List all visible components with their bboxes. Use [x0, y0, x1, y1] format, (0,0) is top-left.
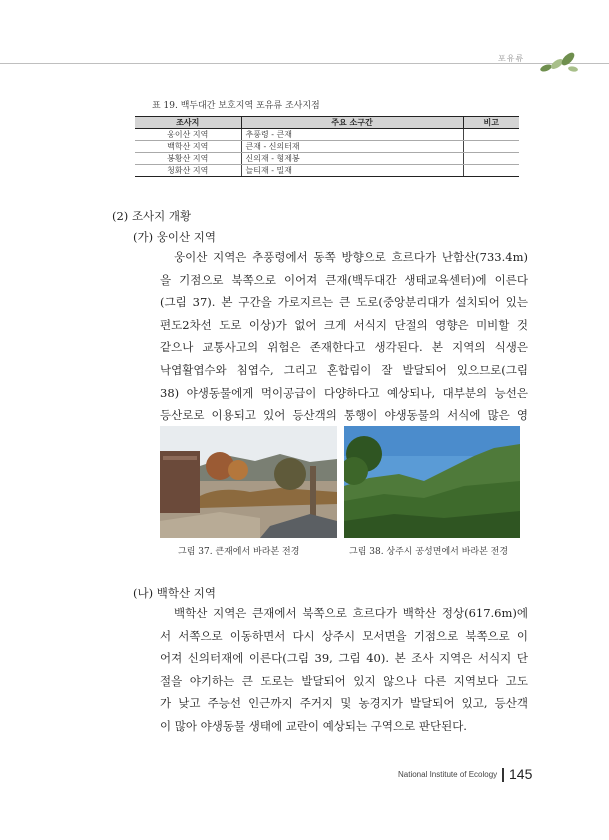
footer-institute: National Institute of Ecology — [398, 770, 498, 779]
paragraph-line: 서 서쪽으로 이동하면서 다시 상주시 모서면을 기점으로 북쪽으로 이 — [160, 628, 528, 643]
subsection-heading-a: (가) 웅이산 지역 — [133, 230, 216, 244]
table-row — [135, 141, 519, 153]
table-row — [135, 129, 519, 141]
paragraph-line: 백학산 지역은 큰재에서 북쪽으로 흐르다가 백학산 정상(617.6m)에 — [174, 606, 528, 620]
table-cell: 추풍령 - 큰재 — [241, 129, 463, 141]
paragraph-line: 절을 야기하는 큰 도로는 발달되어 있지 않으나 다른 지역보다 고도 — [160, 673, 528, 688]
paragraph-line: 가 낮고 주능선 인근까지 주거지 및 농경지가 발달되어 있고, 등산객 — [160, 696, 528, 711]
table-header-site: 조사지 — [135, 117, 241, 129]
table-cell: 청화산 지역 — [135, 165, 241, 177]
table-cell: 신의재 - 형제봉 — [241, 153, 463, 165]
paragraph-line: 같으나 교통사고의 위험은 존재한다고 생각된다. 본 지역의 식생은 — [160, 340, 528, 355]
photo-gongseong-view — [344, 426, 520, 538]
section-tag: 포유류 — [498, 54, 525, 63]
section-heading: (2) 조사지 개황 — [112, 209, 192, 223]
paragraph-line: 38) 야생동물에게 먹이공급이 다양하다고 예상되나, 대부분의 능선은 — [160, 385, 528, 400]
table-cell — [463, 153, 519, 165]
page-number: 145 — [509, 766, 533, 782]
paragraph-line: 낙엽활엽수와 침엽수, 그리고 혼합림이 잘 발달되어 있으므로(그림 — [160, 363, 528, 377]
paragraph-line: 이 많아 야생동물 생태에 교란이 예상되는 구역으로 판단된다. — [160, 719, 467, 733]
figure-caption-37: 그림 37. 큰재에서 바라본 전경 — [178, 547, 300, 557]
table-cell: 백학산 지역 — [135, 141, 241, 153]
paragraph-line: 어져 신의터재에 이른다(그림 39, 그림 40). 본 조사 지역은 서식지 단 — [160, 651, 528, 666]
table-cell: 봉황산 지역 — [135, 153, 241, 165]
table-header-note: 비고 — [463, 117, 519, 129]
paragraph-line: 등산로로 이용되고 있어 등산객의 통행이 야생동물의 서식에 많은 영 — [160, 408, 528, 423]
table-header-segment: 주요 소구간 — [241, 117, 463, 129]
photo-keunjae-view — [160, 426, 337, 538]
paragraph-line: 편도2차선 도로 이상)가 없어 크게 서식지 단절의 영향은 미비할 것 — [160, 317, 528, 332]
paragraph-line: 을 기점으로 북쪽으로 이어져 큰재(백두대간 생태교육센터)에 이른다 — [160, 272, 528, 287]
survey-table — [135, 116, 519, 177]
paragraph-line: (그림 37). 본 구간을 가로지르는 큰 도로(중앙분리대가 설치되어 있는 — [160, 295, 528, 310]
table-cell: 큰재 - 신의터재 — [241, 141, 463, 153]
table-cell — [463, 141, 519, 153]
table-cell — [463, 129, 519, 141]
table-row — [135, 153, 519, 165]
leaf-ornament-icon — [537, 50, 581, 76]
paragraph-line: 웅이산 지역은 추풍령에서 동쪽 방향으로 흐르다가 난함산(733.4m) — [174, 250, 528, 264]
subsection-heading-b: (나) 백학산 지역 — [133, 586, 216, 600]
table-caption: 표 19. 백두대간 보호지역 포유류 조사지점 — [152, 101, 320, 111]
figure-caption-38: 그림 38. 상주시 공성면에서 바라본 전경 — [349, 547, 509, 557]
table-cell — [463, 165, 519, 177]
footer-divider — [502, 768, 504, 782]
table-cell: 늘티재 - 밀재 — [241, 165, 463, 177]
table-row — [135, 165, 519, 177]
table-cell: 웅이산 지역 — [135, 129, 241, 141]
